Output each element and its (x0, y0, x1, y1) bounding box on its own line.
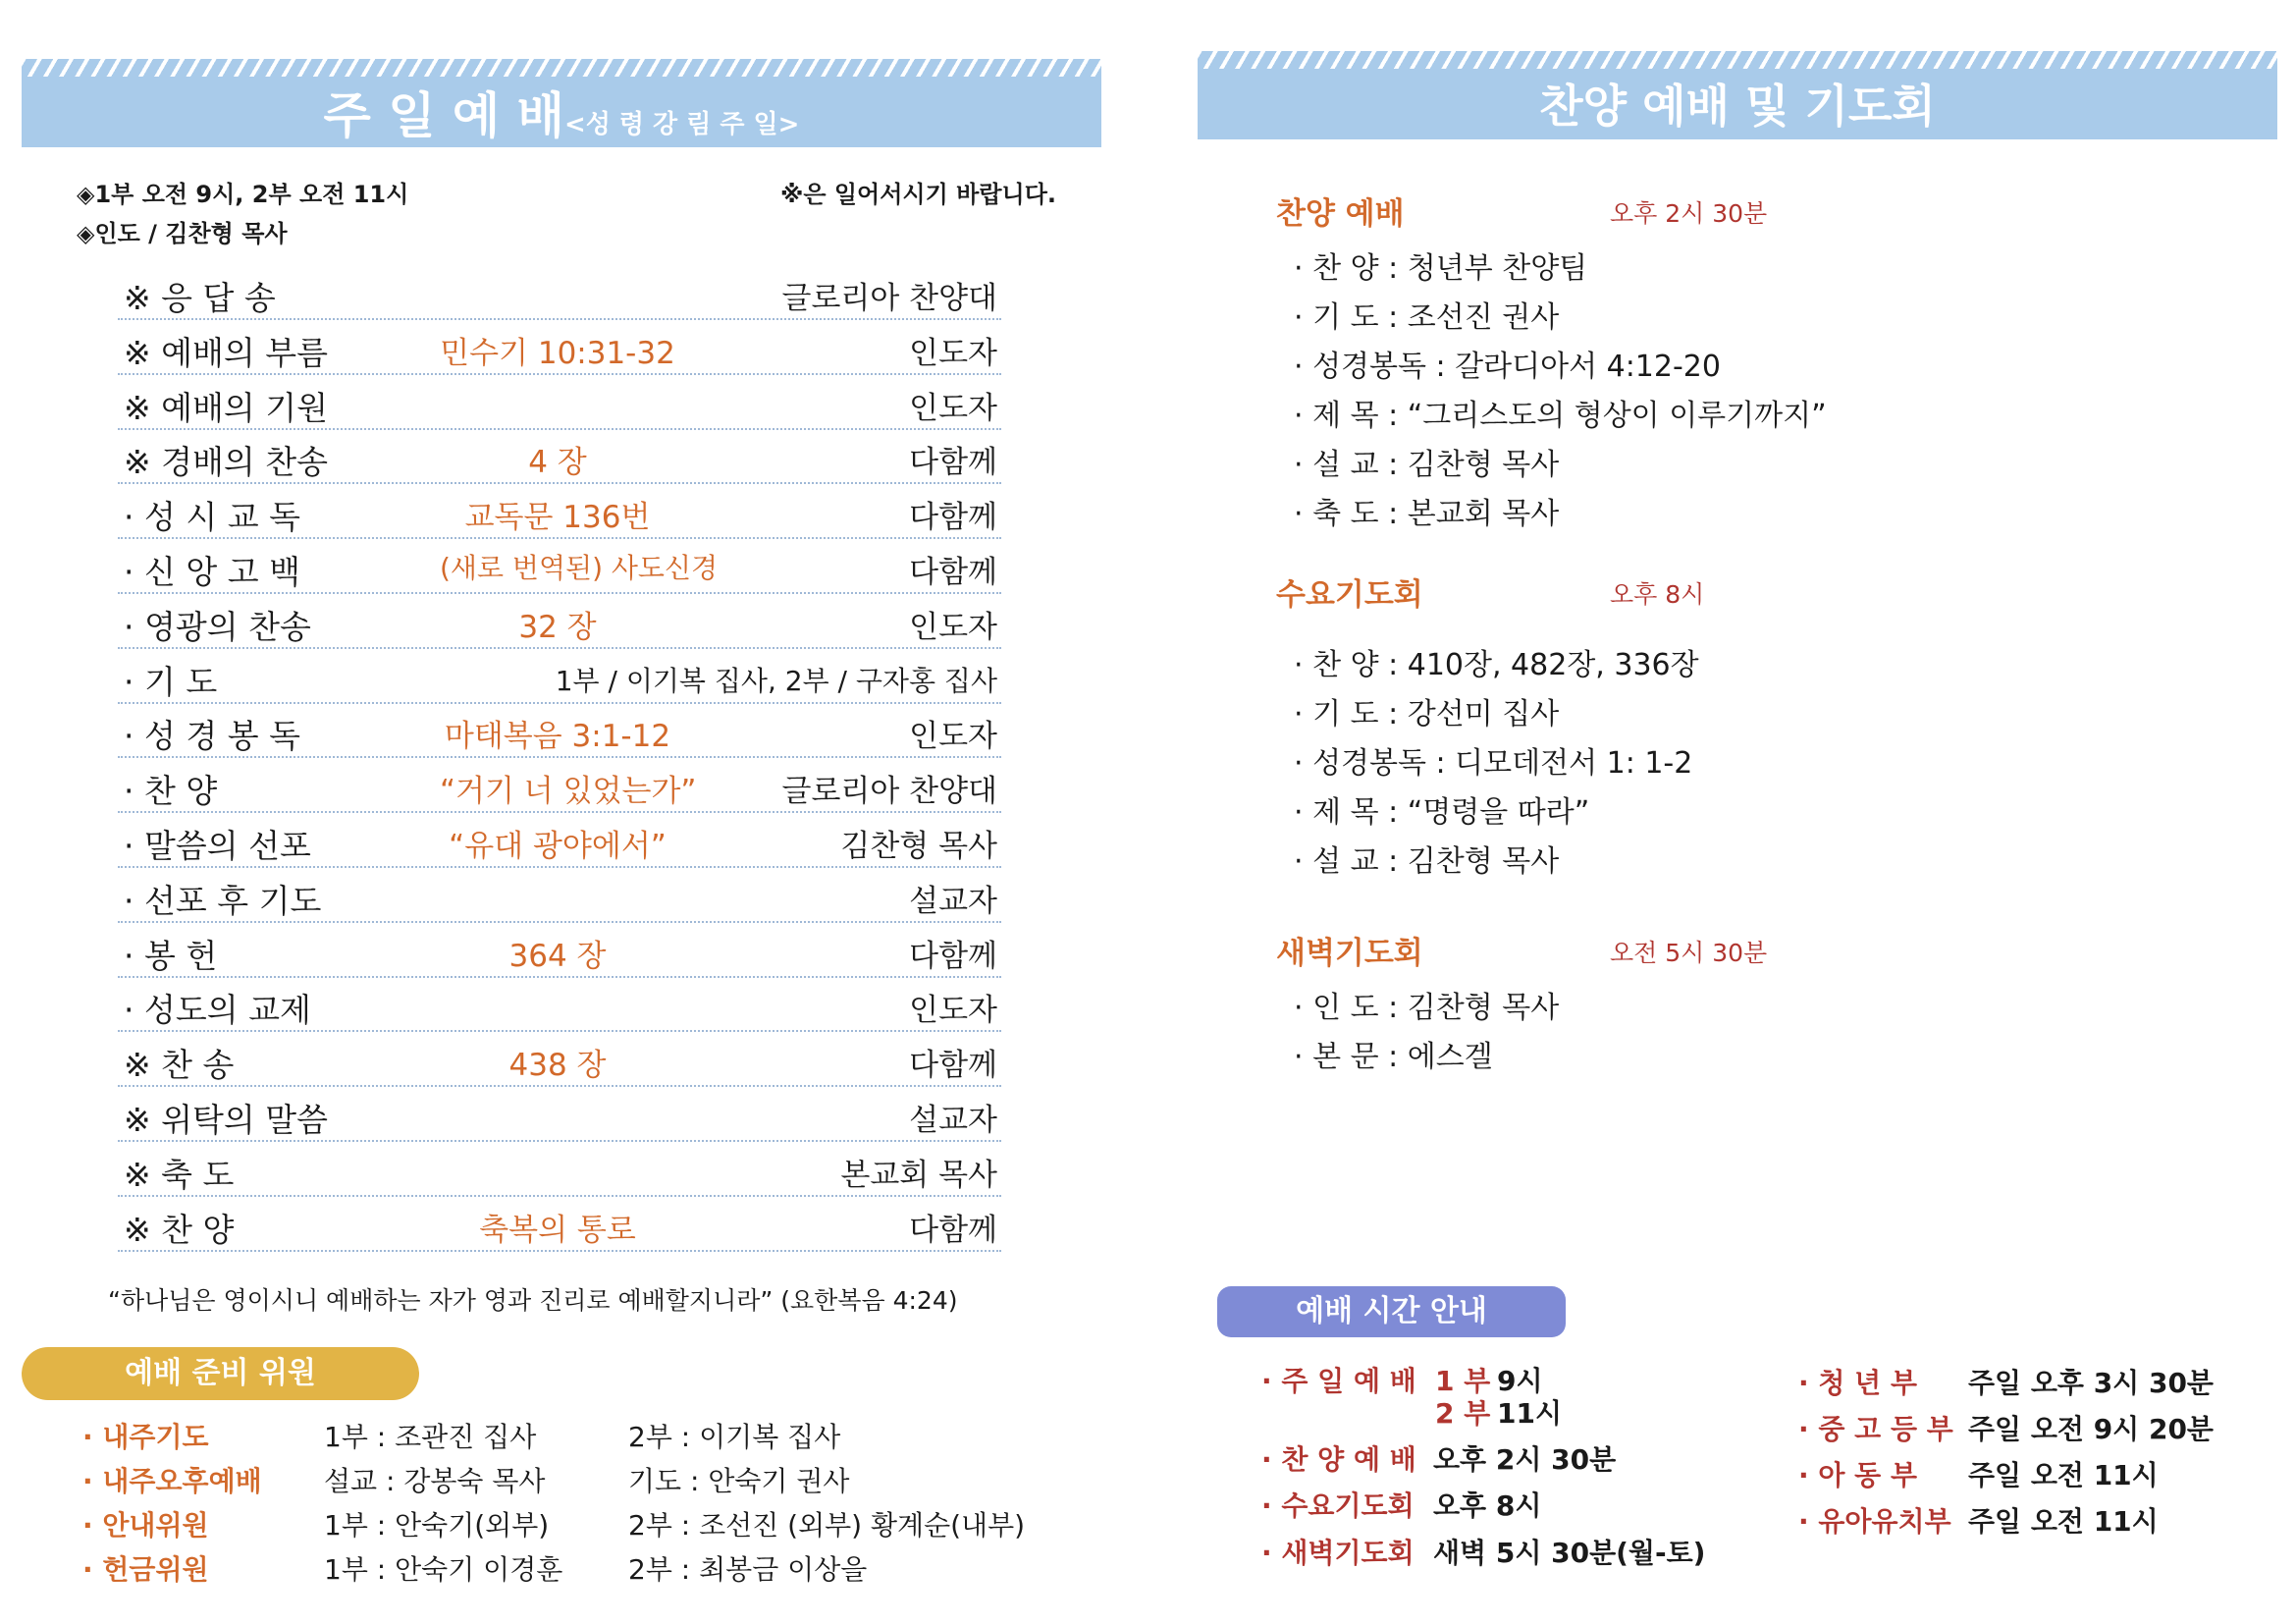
order-leader: 인도자 (909, 993, 997, 1029)
order-label: · 성 경 봉 독 (124, 717, 300, 756)
schedule-label: · 찬 양 예 배 (1261, 1443, 1416, 1476)
banner-hatch (1198, 51, 2277, 69)
order-leader: 본교회 목사 (840, 1157, 997, 1193)
schedule-dept-time: 주일 오전 11시 (1968, 1505, 2159, 1538)
order-row (118, 482, 1001, 539)
right-banner (1198, 51, 2277, 139)
schedule-label: · 수요기도회 (1261, 1489, 1415, 1522)
schedule-dept-label: · 중 고 등 부 (1798, 1413, 1953, 1445)
order-leader: 다함께 (909, 1048, 997, 1084)
schedule-label: · 주 일 예 배 (1261, 1365, 1416, 1397)
order-leader: 다함께 (909, 555, 997, 590)
order-leader: 인도자 (909, 390, 997, 426)
committee-part2: 2부 : 이기복 집사 (628, 1421, 841, 1453)
schedule-time: 오후 8시 (1433, 1489, 1542, 1522)
order-label: · 성도의 교제 (124, 991, 311, 1030)
order-label: · 선포 후 기도 (124, 881, 322, 920)
order-label: ※ 예배의 기원 (124, 388, 329, 427)
order-leader: 인도자 (909, 609, 997, 645)
order-row (118, 756, 1001, 813)
schedule-label: · 새벽기도회 (1261, 1537, 1415, 1569)
schedule-dept-time: 주일 오전 11시 (1968, 1459, 2159, 1491)
left-banner-title (22, 77, 1101, 147)
order-row (118, 1085, 1001, 1142)
order-leader: 다함께 (909, 500, 997, 536)
order-row (118, 975, 1001, 1032)
section-title: 수요기도회 (1276, 577, 1423, 613)
order-detail: 32 장 (518, 609, 597, 645)
section-title: 새벽기도회 (1276, 936, 1423, 971)
committee-part1: 1부 : 안숙기(외부) (324, 1509, 550, 1542)
section-item: · 인 도 : 김찬형 목사 (1294, 991, 1560, 1025)
order-label: · 신 앙 고 백 (124, 553, 300, 591)
order-detail: (새로 번역된) 사도신경 (440, 552, 719, 584)
schedule-time: 9시 (1497, 1365, 1543, 1397)
order-label: ※ 찬 송 (124, 1046, 235, 1085)
banner-hatch (22, 59, 1101, 77)
committee-part1: 1부 : 조관진 집사 (324, 1421, 537, 1453)
order-detail: 축복의 통로 (479, 1212, 636, 1248)
committee-part2: 2부 : 조선진 (외부) 황계순(내부) (628, 1509, 1026, 1542)
order-leader: 글로리아 찬양대 (781, 281, 997, 316)
section-item: · 기 도 : 강선미 집사 (1294, 697, 1560, 731)
schedule-title: 예배 시간 안내 (1296, 1294, 1487, 1328)
order-label: · 기 도 (124, 662, 218, 701)
section-item: · 성경봉독 : 갈라디아서 4:12-20 (1294, 350, 1721, 384)
section-item: · 찬 양 : 청년부 찬양팀 (1294, 251, 1588, 286)
order-row (118, 1195, 1001, 1252)
scripture-verse: “하나님은 영이시니 예배하는 자가 영과 진리로 예배할지니라” (요한복음 4:24) (108, 1286, 958, 1315)
order-leader: 다함께 (909, 445, 997, 481)
standing-note: ※은 일어서시기 바랍니다. (780, 181, 1056, 208)
schedule-dept-time: 주일 오전 9시 20분 (1968, 1413, 2214, 1445)
schedule-dept-label: · 유아유치부 (1798, 1505, 1951, 1538)
order-leader: 글로리아 찬양대 (781, 774, 997, 810)
section-time: 오후 8시 (1610, 580, 1705, 609)
order-leader: 김찬형 목사 (840, 829, 997, 864)
order-label: · 찬 양 (124, 772, 218, 811)
schedule-time: 11시 (1497, 1397, 1563, 1430)
order-row (118, 263, 1001, 320)
order-label: · 성 시 교 독 (124, 498, 300, 537)
order-leader: 다함께 (909, 938, 997, 974)
praise-prayer-title: 찬양 예배 및 기도회 (1539, 80, 1936, 133)
section-item: · 제 목 : “그리스도의 형상이 이루기까지” (1294, 399, 1827, 433)
order-row (118, 1030, 1001, 1087)
order-row (118, 592, 1001, 649)
section-item: · 성경봉독 : 디모데전서 1: 1-2 (1294, 746, 1693, 781)
schedule-dept-time: 주일 오후 3시 30분 (1968, 1367, 2214, 1399)
order-label: ※ 축 도 (124, 1155, 235, 1194)
schedule-time: 오후 2시 30분 (1433, 1443, 1617, 1476)
order-label: ※ 경배의 찬송 (124, 443, 329, 482)
schedule-part: 1 부 (1435, 1365, 1491, 1397)
schedule-dept-label: · 청 년 부 (1798, 1367, 1918, 1399)
order-row (118, 701, 1001, 758)
schedule-title-pill (1217, 1286, 1566, 1337)
order-detail: 민수기 10:31-32 (440, 335, 675, 371)
section-title: 찬양 예배 (1276, 196, 1405, 232)
order-label: ※ 위탁의 말씀 (124, 1101, 329, 1139)
committee-title: 예배 준비 위원 (125, 1356, 316, 1390)
section-time: 오전 5시 30분 (1610, 939, 1768, 967)
schedule-time: 새벽 5시 30분(월-토) (1433, 1537, 1706, 1569)
committee-part1: 설교 : 강봉숙 목사 (324, 1465, 546, 1497)
order-row (118, 921, 1001, 978)
order-label: · 봉 헌 (124, 936, 218, 975)
order-leader: 인도자 (909, 719, 997, 755)
order-detail: 438 장 (508, 1048, 607, 1084)
committee-label: · 내주오후예배 (82, 1465, 262, 1497)
order-detail: “거기 너 있었는가” (440, 774, 697, 810)
section-item: · 본 문 : 에스겔 (1294, 1040, 1493, 1074)
service-times: ◈1부 오전 9시, 2부 오전 11시 (77, 181, 409, 208)
order-label: ※ 찬 양 (124, 1210, 235, 1249)
order-detail: 교독문 136번 (464, 500, 651, 536)
order-row (118, 811, 1001, 868)
order-detail: 마태복음 3:1-12 (444, 719, 671, 755)
schedule-part: 2 부 (1435, 1397, 1491, 1430)
section-item: · 찬 양 : 410장, 482장, 336장 (1294, 648, 1699, 682)
section-item: · 제 목 : “명령을 따라” (1294, 795, 1590, 830)
order-label: ※ 응 답 송 (124, 279, 276, 317)
committee-label: · 내주기도 (82, 1421, 209, 1453)
order-label: · 말씀의 선포 (124, 827, 311, 865)
order-leader: 1부 / 이기복 집사, 2부 / 구자홍 집사 (555, 664, 997, 697)
order-detail: 4 장 (528, 445, 587, 481)
left-banner (22, 59, 1101, 147)
order-leader: 인도자 (909, 335, 997, 371)
order-row (118, 427, 1001, 484)
order-detail: “유대 광야에서” (449, 829, 667, 864)
order-detail: 364 장 (508, 938, 607, 974)
committee-title-pill (22, 1347, 419, 1400)
section-item: · 설 교 : 김찬형 목사 (1294, 844, 1560, 879)
order-row (118, 866, 1001, 923)
schedule-dept-label: · 아 동 부 (1798, 1459, 1918, 1491)
sunday-worship-subtitle: <성 령 강 림 주 일> (563, 110, 800, 139)
committee-label: · 헌금위원 (82, 1553, 209, 1586)
order-label: · 영광의 찬송 (124, 607, 311, 646)
order-row (118, 318, 1001, 375)
order-row (118, 647, 1001, 704)
section-time: 오후 2시 30분 (1610, 199, 1768, 228)
section-item: · 기 도 : 조선진 권사 (1294, 300, 1560, 335)
order-row (118, 537, 1001, 594)
order-row (118, 373, 1001, 430)
sunday-worship-title: 주 일 예 배 (323, 87, 564, 144)
leader-info: ◈인도 / 김찬형 목사 (77, 220, 288, 247)
committee-part2: 기도 : 안숙기 권사 (628, 1465, 850, 1497)
order-leader: 다함께 (909, 1212, 997, 1248)
order-leader: 설교자 (909, 1103, 997, 1138)
section-item: · 설 교 : 김찬형 목사 (1294, 448, 1560, 482)
order-leader: 설교자 (909, 883, 997, 919)
committee-label: · 안내위원 (82, 1509, 209, 1542)
section-item: · 축 도 : 본교회 목사 (1294, 497, 1560, 531)
committee-part2: 2부 : 최봉금 이상을 (628, 1553, 868, 1586)
committee-part1: 1부 : 안숙기 이경훈 (324, 1553, 563, 1586)
order-label: ※ 예배의 부름 (124, 333, 329, 372)
order-row (118, 1140, 1001, 1197)
